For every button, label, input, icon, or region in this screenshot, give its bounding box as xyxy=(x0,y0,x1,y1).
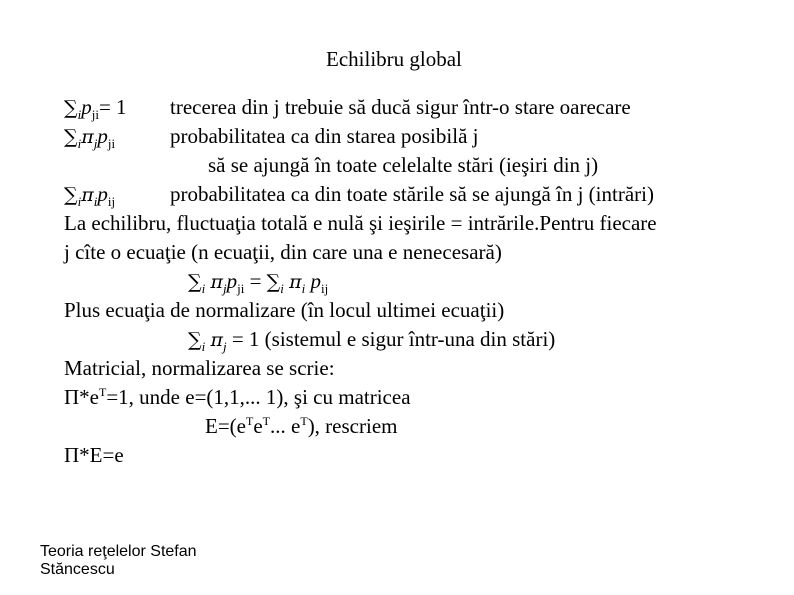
line-10-text: Matricial, normalizarea se scrie: xyxy=(64,356,335,380)
page-title: Echilibru global xyxy=(326,47,462,71)
line-6-text: j cîte o ecuaţie (n ecuaţii, din care una e nenecesară) xyxy=(64,240,502,264)
line-5-text: La echilibru, fluctuaţia totală e nulă şi ieşirile = intrările.Pentru fiecare xyxy=(64,211,657,235)
line-4-text: probabilitatea ca din toate stările să se ajungă în j (intrări) xyxy=(170,182,654,206)
line-1-text: trecerea din j trebuie să ducă sigur într-o stare oarecare xyxy=(170,95,631,119)
normalization-equation: $\sum_i$ $\pi_j = 1$ (sistemul e sigur într-una din stări) xyxy=(188,327,556,354)
formula-sum-pii-pij: $\sum_i\pi_ip_{ij}$ xyxy=(64,182,116,209)
line-11-text: $\Pi*e^T=1$, unde e=(1,1,... 1), şi cu matricea xyxy=(64,385,411,409)
line-8-text: Plus ecuaţia de normalizare (în locul ultimei ecuaţii) xyxy=(64,298,505,322)
balance-equation: $\sum_i$ $\pi_jp_{ji} = \sum_i$ $\pi_i$ $p_{ij}$ xyxy=(188,269,329,296)
footer-author: Teoria reţelelor Stefan Stăncescu xyxy=(40,543,197,578)
line-3-text: să se ajungă în toate celelalte stări (ieşiri din j) xyxy=(208,153,599,177)
line-13-text: Π*E=e xyxy=(64,443,124,467)
line-2-text: probabilitatea ca din starea posibilă j xyxy=(170,124,479,148)
formula-sum-pji: $\sum_ip_{ji}= 1$ xyxy=(64,95,127,122)
formula-sum-pij-pji: $\sum_i\pi_jp_{ji}$ xyxy=(64,124,116,151)
line-12-text: $E=(e^Te^T$... $e^T$), rescriem xyxy=(205,414,398,438)
